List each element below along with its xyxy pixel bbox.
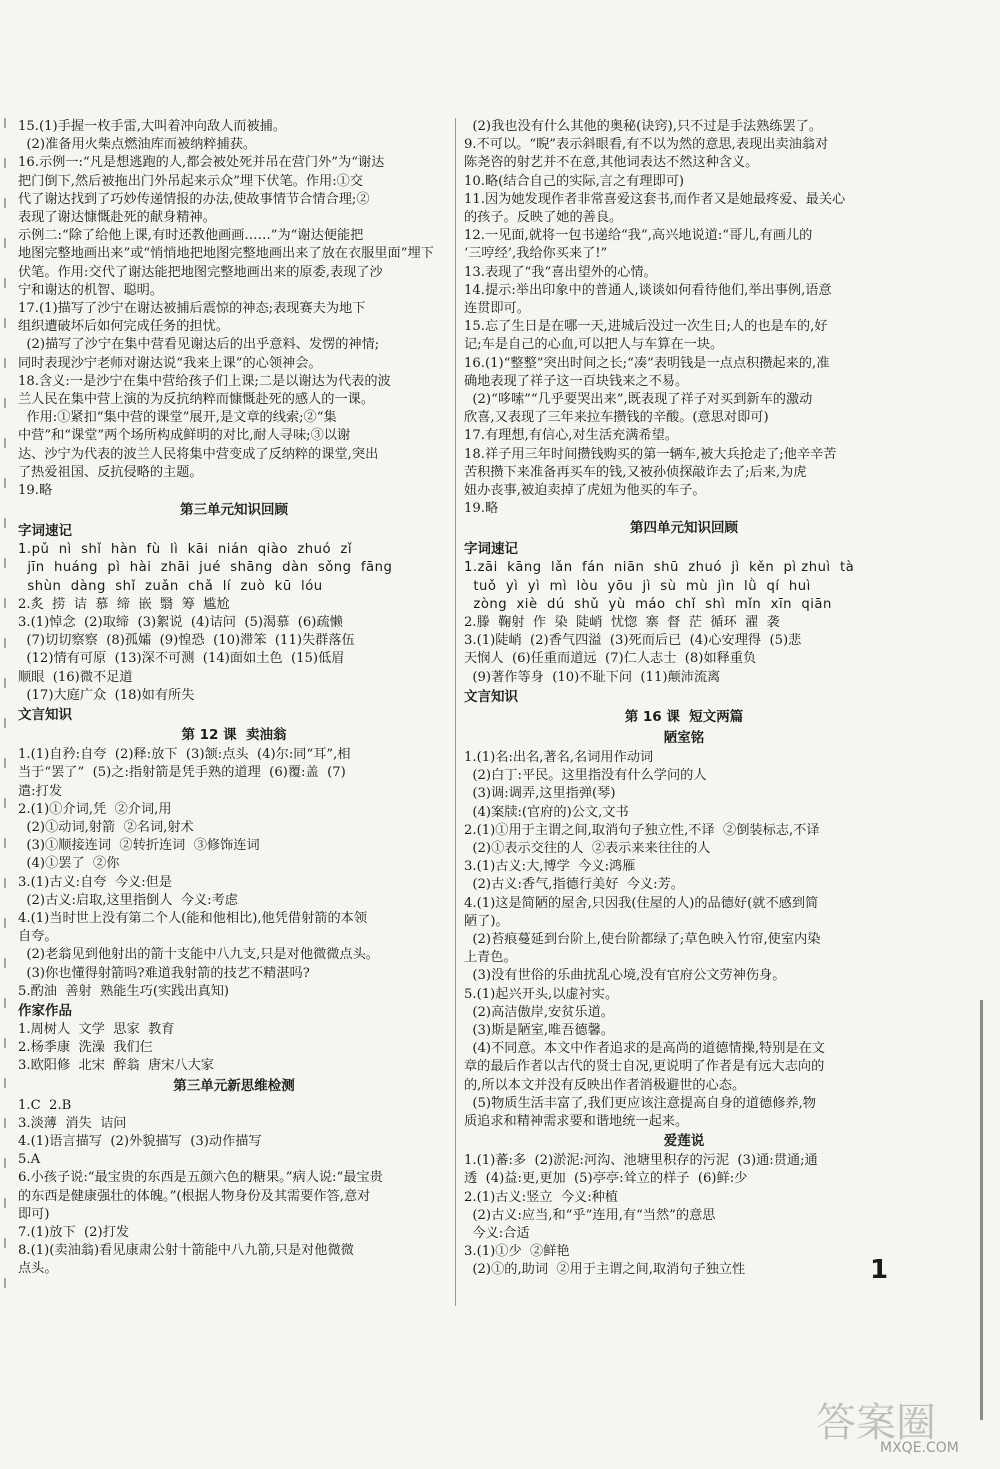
answer-line: 表现了谢达慷慨赴死的献身精神。 [18,210,216,226]
answer-line: 今义:合适 [464,1225,530,1241]
answer-line: 伏笔。作用:交代了谢达能把地图完整地画出来的原委,表现了沙 [18,264,383,280]
answer-line: 陋了)。 [464,913,509,929]
answer-line: 18.含义:一是沙宁在集中营给孩子们上课;二是以谢达为代表的波 [18,373,391,389]
answer-line: 11.因为她发现作者非常喜爱这套书,而作者又是她最疼爱、最关心 [464,191,846,207]
answer-line: (4)不同意。本文中作者追求的是高尚的道德情操,特别是在文 [464,1041,825,1057]
answer-line: 点头。 [18,1261,58,1277]
answer-line: 3.(1)①少 ②鲜艳 [464,1244,570,1260]
answer-line: 的东西是健康强壮的体魄。”(根据人物身份及其需要作答,意对 [18,1188,371,1204]
answer-line: 5.A [18,1152,41,1168]
answer-line: (2)高洁傲岸,安贫乐道。 [464,1004,614,1020]
answer-line: (2)古义:香气,指德行美好 今义:芳。 [464,877,684,893]
answer-line: 7.(1)放下 (2)打发 [18,1224,130,1240]
section-title: 第 16 课 短文两篇 [624,708,744,725]
answer-line: 记;车是自己的心血,可以把人与车算在一块。 [464,337,724,353]
answer-line: 12.一见面,就将一包书递给“我”,高兴地说道:“哥儿,有画儿的 [464,228,813,244]
page-edge-shadow [980,1000,983,1420]
answer-line: 连贯即可。 [464,301,530,317]
answer-line: 3.(1)悼念 (2)取缔 (3)絮说 (4)诘问 (5)渴慕 (6)疏懒 [18,615,343,631]
subsection-heading: 字词速记 [18,523,72,540]
answer-line: (12)情有可原 (13)深不可测 (14)面如土色 (15)低眉 [18,651,345,667]
answer-line: 陈尧咨的射艺并不在意,其他词表达不然这种含义。 [464,155,759,171]
answer-line: 苦积攒下来准备再买车的钱,又被孙侦探敲诈去了;后来,为虎 [464,464,807,480]
answer-line: 作用:①紧扣“集中营的课堂”展开,是文章的线索;②“集 [18,410,337,426]
answer-line: zòng xiè dú shǔ yù máo chǐ shì mǐn xīn qiān [464,596,832,612]
answer-line: (3)①顺接连词 ②转折连词 ③修饰连词 [18,838,260,854]
answer-line: 2.炙 捞 诘 慕 缔 嵌 翳 筹 尴尬 [18,596,230,612]
answer-line: 5.(1)起兴开头,以虚衬实。 [464,986,619,1002]
answer-line: 即可) [18,1206,50,1222]
section-title: 第 12 课 卖油翁 [181,727,287,744]
answer-line: (2)古义:启取,这里指倒人 今义:考虑 [18,892,238,908]
answer-line: 9.不可以。“睨”表示斜眼看,有不以为然的意思,表现出卖油翁对 [464,137,829,153]
answer-line: (3)斯是陋室,唯吾德馨。 [464,1022,614,1038]
answer-line: 遣:打发 [18,783,63,799]
answer-line: (2)古义:应当,和“乎”连用,有“当然”的意思 [464,1207,716,1223]
right-column [464,118,904,1280]
answer-line: 质追求和精神需求要和谐地统一起来。 [464,1113,689,1129]
answer-line: 代了谢达找到了巧妙传递情报的办法,使故事情节合情合理;② [18,191,370,207]
answer-line: 3.(1)陡峭 (2)香气四溢 (3)死而后已 (4)心安理得 (5)悲 [464,633,802,649]
answer-line: 13.表现了“我”喜出望外的心情。 [464,264,657,280]
answer-line: 19.略 [18,483,53,499]
answer-line: tuǒ yì yì mì lòu yōu jì sù mù jìn lǜ qí huì [464,578,811,594]
answer-line: 达、沙宁为代表的波兰人民将集中营变成了反纳粹的课堂,突出 [18,446,379,462]
subsection-heading: 文言知识 [464,688,518,705]
answer-line: 地图完整地画出来”或“悄悄地把地图完整地画出来了放在衣服里面”埋下 [18,246,434,262]
watermark-logo-text: 答案圈 [816,1400,936,1446]
answer-line: 1.zāi kāng lǎn fán niān shū zhuó jì kěn pì zhuì tà [464,560,855,576]
answer-line: (2)①的,助词 ②用于主谓之间,取消句子独立性 [464,1262,746,1278]
left-column [18,118,450,1279]
answer-line: 1.(1)自矜:自夸 (2)释:放下 (3)颔:点头 (4)尔:同“耳”,相 [18,747,351,763]
answer-line: (2)准备用火柴点燃油库而被纳粹捕获。 [18,137,257,153]
answer-line: (2)白丁:平民。这里指没有什么学问的人 [464,768,707,784]
answer-line: 5.酌油 善射 熟能生巧(实践出真知) [18,983,230,999]
answer-line: 妞办丧事,被迫卖掉了虎妞为他买的车子。 [464,483,706,499]
answer-line: 3.(1)古义:自夸 今义:但是 [18,874,173,890]
answer-line: 欣喜,又表现了三年来拉车攒钱的辛酸。(意思对即可) [464,410,769,426]
answer-line: 天悯人 (6)任重而道远 (7)仁人志士 (8)如释重负 [464,651,757,667]
answer-line: (2)“哆嗦”“几乎要哭出来”,既表现了祥子对买到新车的激动 [464,392,813,408]
answer-line: (4)①罢了 ②你 [18,856,120,872]
answer-line: (2)①表示交往的人 ②表示来来往往的人 [464,840,711,856]
section-title: 第三单元新思维检测 [173,1077,295,1094]
answer-line: 2.(1)古义:竖立 今义:种植 [464,1189,619,1205]
answer-line: 3.欧阳修 北宋 醉翁 唐宋八大家 [18,1058,214,1074]
subsection-heading: 作家作品 [18,1002,72,1019]
answer-line: (2)①动词,射箭 ②名词,射术 [18,819,194,835]
answer-line: 同时表现沙宁老师对谢达说“我来上课”的心领神会。 [18,355,322,371]
answer-line: 8.(1)(卖油翁)看见康肃公射十箭能中八九箭,只是对他微微 [18,1243,354,1259]
answer-line: 4.(1)这是简陋的屋舍,只因我(住屋的人)的品德好(就不感到简 [464,895,819,911]
answer-line: 10.略(结合自己的实际,言之有理即可) [464,173,685,189]
answer-line: (2)苔痕蔓延到台阶上,使台阶都绿了;草色映入竹帘,使室内染 [464,931,821,947]
answer-line: 自夸。 [18,929,58,945]
answer-line: 14.提示:举出印象中的普通人,谈谈如何看待他们,举出事例,语意 [464,282,832,298]
answer-line: 中营”和“课堂”两个场所构成鲜明的对比,耐人寻味;③以谢 [18,428,351,444]
answer-line: (9)著作等身 (10)不耻下问 (11)颠沛流离 [464,669,721,685]
answer-line: 章的最后作者以古代的贤士自况,更说明了作者是有远大志向的 [464,1059,825,1075]
answer-line: (2)我也没有什么其他的奥秘(诀窍),只不过是手法熟练罢了。 [464,119,823,134]
answer-line: (2)描写了沙宁在集中营看见谢达后的出乎意料、发愣的神情; [18,337,380,353]
answer-line: 6.小孩子说:“最宝贵的东西是五颜六色的糖果。”病人说:“最宝贵 [18,1170,383,1186]
answer-line: 当于“罢了” (5)之:指射箭是凭手熟的道理 (6)覆:盖 (7) [18,765,346,781]
answer-line: 2.(1)①用于主谓之间,取消句子独立性,不译 ②倒装标志,不译 [464,822,820,838]
answer-line: 确地表现了祥子这一百块钱来之不易。 [464,373,689,389]
section-title: 第三单元知识回顾 [180,502,288,519]
watermark-text: MXQE.COM [880,1440,959,1456]
answer-line: 15.(1)手握一枚手雷,大叫着冲向敌人而被捕。 [18,119,287,134]
answer-line: 的,所以本文并没有反映出作者消极避世的心态。 [464,1077,746,1093]
section-title: 第四单元知识回顾 [630,520,738,537]
answer-line: 组织遭破坏后如何完成任务的担忧。 [18,319,229,335]
answer-line: jīn huáng pì hài zhāi jué shāng dàn sǒng fāng [18,560,393,576]
answer-line: 1.周树人 文学 思家 教育 [18,1021,175,1037]
answer-line: 4.(1)当时世上没有第二个人(能和他相比),他凭借射箭的本领 [18,910,368,926]
answer-line: 上青色。 [464,950,517,966]
answer-line: 17.有理想,有信心,对生活充满希望。 [464,428,678,444]
answer-line: 1.C 2.B [18,1097,72,1113]
column-divider [455,118,456,1306]
answer-line: 4.(1)语言描写 (2)外貌描写 (3)动作描写 [18,1133,262,1149]
binding-edge-marks [4,118,6,1318]
section-title: 爱莲说 [663,1133,705,1150]
answer-line: ‘三哼经’,我给你买来了!” [464,246,608,262]
answer-line: (7)切切察察 (8)孤孀 (9)惶恐 (10)滞笨 (11)失群落伍 [18,633,355,649]
page-number: 1 [870,1255,889,1285]
answer-line: 1.(1)名:出名,著名,名词用作动词 [464,749,654,765]
answer-line: 1.(1)蕃:多 (2)淤泥:河沟、池塘里积存的污泥 (3)通:贯通;通 [464,1153,818,1169]
answer-line: 2.(1)①介词,凭 ②介词,用 [18,801,172,817]
answer-line: 17.(1)描写了沙宁在谢达被捕后震惊的神态;表现赛夫为地下 [18,301,366,317]
section-title: 陋室铭 [663,729,705,746]
answer-line: 18.祥子用三年时间攒钱购买的第一辆车,被大兵抢走了;他辛辛苦 [464,446,837,462]
answer-line: shùn dàng shǐ zuǎn chǎ lí zuò kū lóu [18,578,323,594]
answer-line: 15.忘了生日是在哪一天,进城后没过一次生日;人的也是车的,好 [464,319,828,335]
answer-line: 的孩子。反映了她的善良。 [464,210,623,226]
subsection-heading: 文言知识 [18,707,72,724]
answer-line: 1.pǔ nì shǐ hàn fù lì kāi nián qiào zhuó zǐ [18,542,353,558]
answer-line: (2)老翁见到他射出的箭十支能中八九支,只是对他微微点头。 [18,947,379,963]
answer-line: (3)调:调弄,这里指弹(琴) [464,786,616,802]
answer-line: 透 (4)益:更,更加 (5)亭亭:耸立的样子 (6)鲜:少 [464,1171,748,1187]
answer-line: (3)没有世俗的乐曲扰乱心境,没有官府公文劳神伤身。 [464,968,786,984]
answer-line: 3.(1)古义:大,博学 今义:鸿雁 [464,859,636,875]
answer-line: (17)大庭广众 (18)如有所失 [18,687,195,703]
answer-line: 宁和谢达的机智、聪明。 [18,282,164,298]
answer-line: 了热爱祖国、反抗侵略的主题。 [18,464,203,480]
subsection-heading: 字词速记 [464,541,518,558]
answer-line: 示例二:“除了给他上课,有时还教他画画……”为“谢达便能把 [18,228,364,244]
answer-line: 2.滕 鞠射 作 染 陡峭 忧惚 寨 督 茫 循环 濯 袭 [464,615,780,631]
answer-line: 把门倒下,然后被拖出门外吊起来示众”埋下伏笔。作用:①交 [18,173,364,189]
answer-line: 16.(1)“整整”突出时间之长;“凑”表明钱是一点点积攒起来的,准 [464,355,830,371]
answer-line: (4)案牍:(官府的)公文,文书 [464,804,629,820]
answer-line: 19.略 [464,501,499,517]
answer-line: 顺眼 (16)微不足道 [18,669,133,685]
answer-line: 16.示例一:“凡是想逃跑的人,都会被处死并吊在营门外”为“谢达 [18,155,385,171]
answer-line: (3)你也懂得射箭吗?难道我射箭的技艺不精湛吗? [18,965,310,981]
answer-line: 3.淡薄 消失 诘问 [18,1115,127,1131]
answer-line: 2.杨季康 洗澡 我们仨 [18,1040,153,1056]
answer-line: 兰人民在集中营上演的为反抗纳粹而慷慨赴死的感人的一课。 [18,392,375,408]
answer-line: (5)物质生活丰富了,我们更应该注意提高自身的道德修养,物 [464,1095,816,1111]
